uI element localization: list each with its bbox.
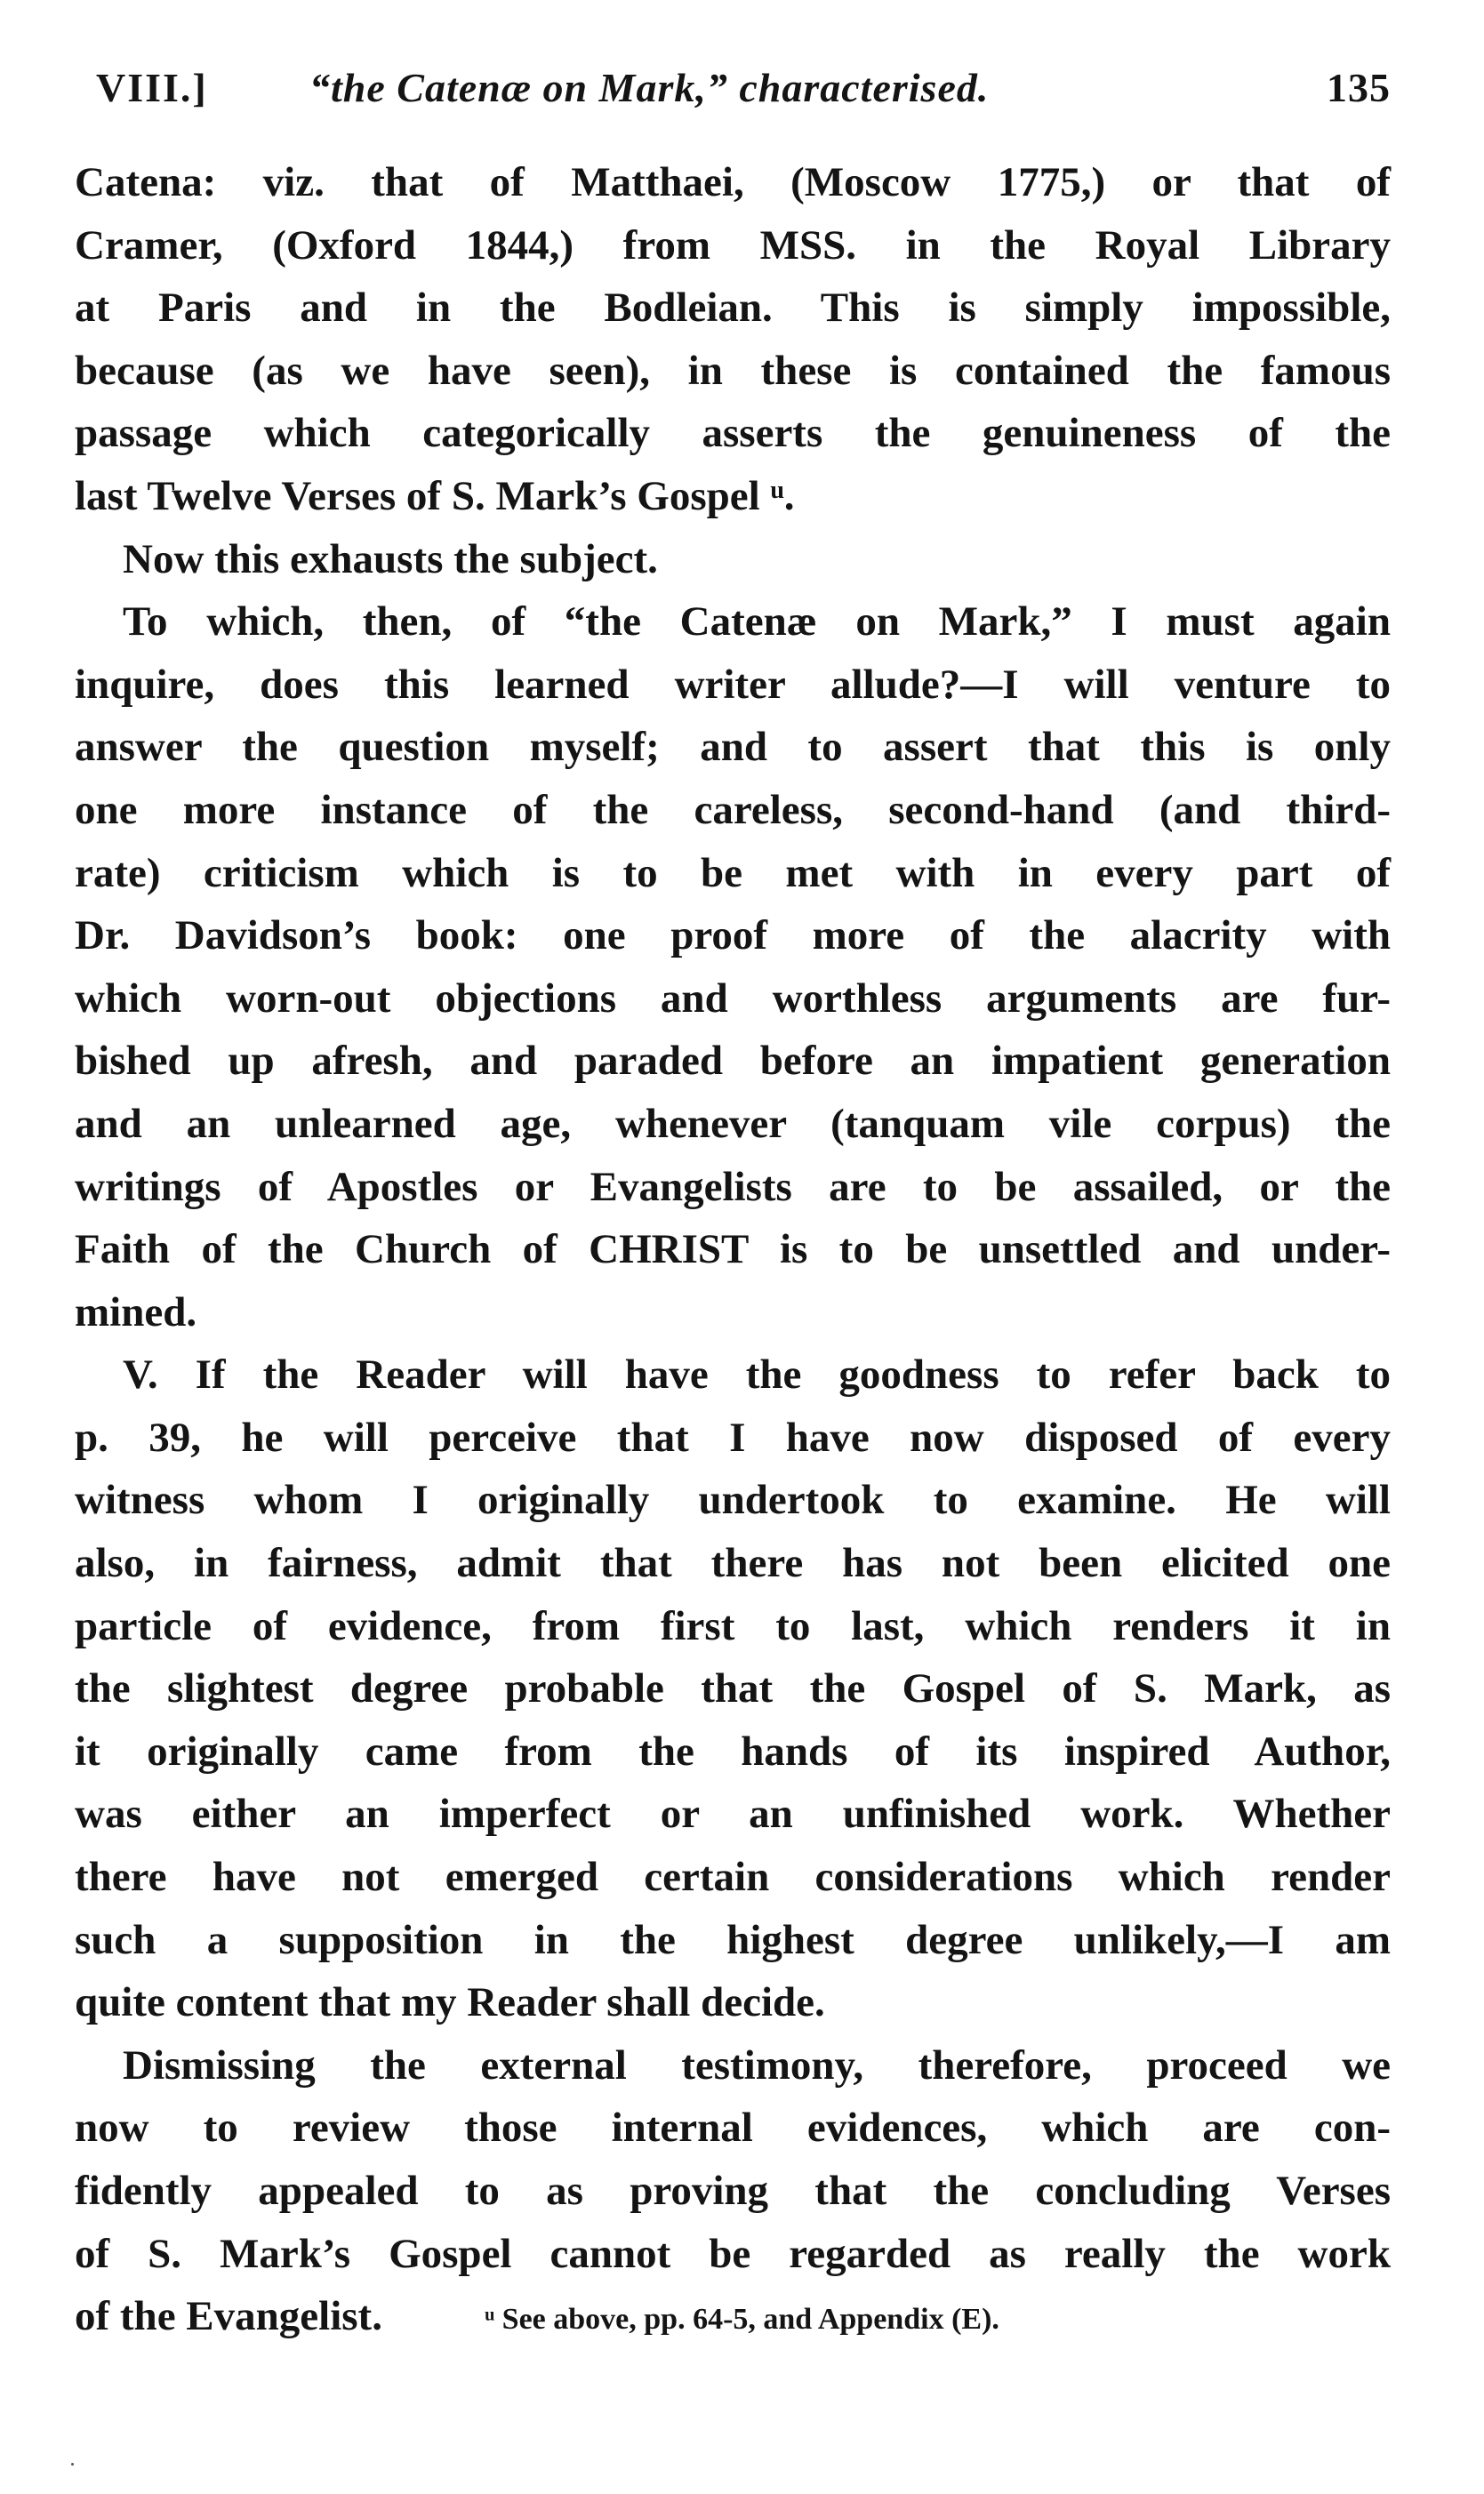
body-text: [75, 151, 1391, 2348]
running-header: [96, 64, 1391, 121]
paper-speck: [71, 2463, 74, 2466]
text-line: writings of Apostles or Evangelists are to be assailed, or the: [75, 1163, 1391, 1210]
footnote: ᵘ See above, pp. 64-5, and Appendix (E).: [485, 2303, 999, 2336]
text-line: there have not emerged certain considerations which render: [75, 1854, 1391, 1901]
text-line: because (as we have seen), in these is contained the famous: [75, 347, 1391, 394]
text-line: particle of evidence, from first to last, which renders it in: [75, 1602, 1391, 1649]
text-line: Faith of the Church of CHRIST is to be unsettled and under-: [75, 1226, 1391, 1273]
running-title: “the Catenæ on Mark,” characterised.: [309, 65, 990, 110]
text-line: witness whom I originally undertook to examine. He will: [75, 1477, 1391, 1524]
text-line: one more instance of the careless, second-hand (and third-: [75, 786, 1391, 833]
chapter-number: VIII.]: [96, 65, 208, 110]
text-line: V. If the Reader will have the goodness to refer back to: [123, 1351, 1391, 1399]
text-line: mined.: [75, 1288, 197, 1335]
text-line: inquire, does this learned writer allude?—I will venture to: [75, 661, 1391, 708]
text-line: such a supposition in the highest degree unlikely,—I am: [75, 1916, 1391, 1963]
text-line: Dr. Davidson’s book: one proof more of the alacrity with: [75, 912, 1391, 959]
text-line: it originally came from the hands of its inspired Author,: [75, 1728, 1391, 1775]
text-line: of S. Mark’s Gospel cannot be regarded as really the work: [75, 2230, 1391, 2277]
text-line: Catena: viz. that of Matthaei, (Moscow 1775,) or that of: [75, 159, 1391, 205]
text-line: bished up afresh, and paraded before an impatient generation: [75, 1038, 1391, 1085]
text-line: rate) criticism which is to be met with in every part of: [75, 849, 1391, 896]
text-line: which worn-out objections and worthless arguments are fur-: [75, 974, 1391, 1022]
text-line: fidently appealed to as proving that the concluding Verses: [75, 2168, 1391, 2214]
text-line: last Twelve Verses of S. Mark’s Gospel ᵘ.: [75, 472, 795, 519]
text-line: and an unlearned age, whenever (tanquam vile corpus) the: [75, 1100, 1391, 1147]
text-line: p. 39, he will perceive that I have now disposed of every: [75, 1414, 1391, 1461]
text-line: Dismissing the external testimony, therefore, proceed we: [123, 2041, 1391, 2089]
page-number: 135: [1327, 65, 1391, 110]
text-line: passage which categorically asserts the genuineness of the: [75, 410, 1391, 457]
text-line: the slightest degree probable that the Gospel of S. Mark, as: [75, 1665, 1391, 1712]
text-line: at Paris and in the Bodleian. This is simply impossible,: [75, 285, 1391, 332]
text-line: Cramer, (Oxford 1844,) from MSS. in the Royal Library: [75, 221, 1391, 269]
text-line: quite content that my Reader shall decide.: [75, 1979, 825, 2026]
text-line: now to review those internal evidences, which are con-: [75, 2105, 1391, 2152]
text-line: answer the question myself; and to assert that this is only: [75, 724, 1391, 771]
text-line: was either an imperfect or an unfinished work. Whether: [75, 1791, 1391, 1838]
text-line: To which, then, of “the Catenæ on Mark,” I must again: [123, 598, 1391, 646]
text-line: Now this exhausts the subject.: [123, 535, 658, 582]
text-line: also, in fairness, admit that there has not been elicited one: [75, 1540, 1391, 1587]
text-line: of the Evangelist.: [75, 2293, 382, 2340]
